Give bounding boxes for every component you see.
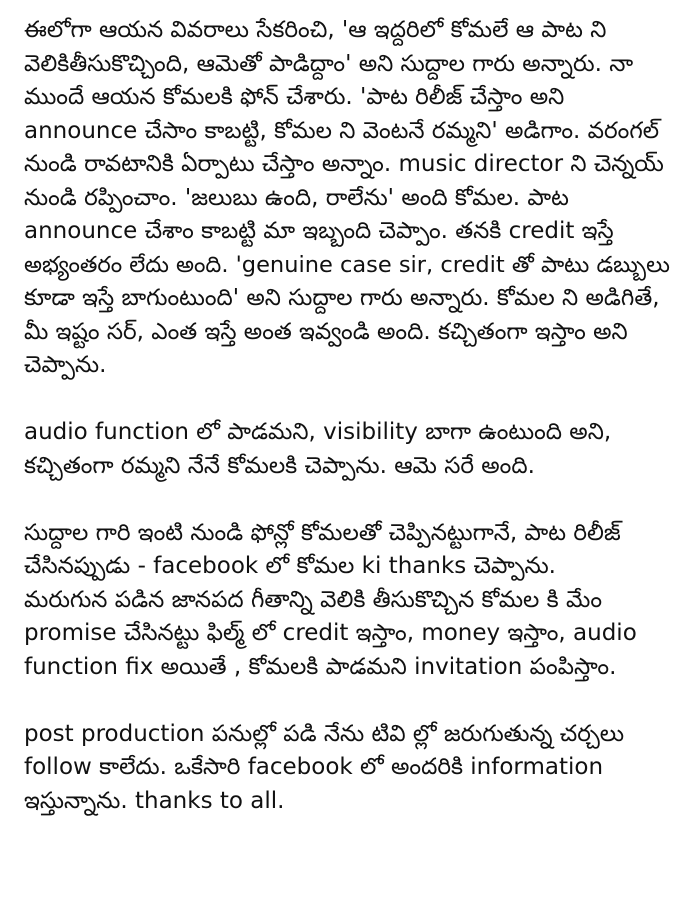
text-line: function fix అయితే , కోమలకి పాడమని invitation పంపిస్తాం. (24, 653, 617, 680)
text-line: announce చేసాం కాబట్టి, కోమల ని వెంటనే రమ్మని' అడిగాం. వరంగల్ (24, 117, 660, 144)
text-line: వెలికితీసుకొచ్చింది, ఆమెతో పాడిద్దాం' అని సుద్దాల గారు అన్నారు. నా (24, 50, 634, 77)
text-line: అభ్యంతరం లేదు అంది. 'genuine case sir, credit తో పాటు డబ్బులు (24, 251, 670, 278)
paragraph-2 (24, 416, 678, 483)
text-line: ఈలోగా ఆయన వివరాలు సేకరించి, 'ఆ ఇద్దరిలో కోమలే ఆ పాట ని (24, 17, 607, 43)
text-line: చెప్పాను. (24, 352, 107, 378)
text-line: audio function లో పాడమని, visibility బాగా ఉంటుంది అని, (24, 419, 612, 445)
text-line: promise చేసినట్టు ఫిల్మ్ లో credit ఇస్తాం, money ఇస్తాం, audio (24, 620, 637, 646)
text-line: ముందే ఆయన కోమలకి ఫోన్ చేశారు. 'పాట రిలీజ్ చేస్తాం అని (24, 84, 565, 110)
text-line: కూడా ఇస్తే బాగుంటుంది' అని సుద్దాల గారు అన్నారు. కోమల ని అడిగితే, (24, 285, 660, 311)
text-line: సుద్దాల గారి ఇంటి నుండి ఫోన్లో కోమలతో చెప్పినట్టుగానే, పాట రిలీజ్ (24, 519, 621, 546)
text-line: నుండి రప్పించాం. 'జలుబు ఉంది, రాలేను' అంది కోమల. పాట (24, 184, 569, 211)
text-line: చేసినప్పుడు - facebook లో కోమల ki thanks చెప్పాను. (24, 553, 556, 579)
text-line: announce చేశాం కాబట్టి మా ఇబ్బంది చెప్పాం. తనకి credit ఇస్తే (24, 218, 614, 244)
text-line: మరుగున పడిన జానపద గీతాన్ని వెలికి తీసుకొచ్చిన కోమల కి మేం (24, 586, 602, 613)
text-line: follow కాలేదు. ఒకేసారి facebook లో అందరికి information (24, 754, 604, 780)
paragraph-1 (24, 14, 678, 383)
text-line: నుండి రావటానికి ఏర్పాటు చేస్తాం అన్నాం. music director ని చెన్నయ్ (24, 151, 664, 177)
text-line: ఇస్తున్నాను. thanks to all. (24, 787, 285, 814)
paragraph-4 (24, 718, 678, 819)
text-line: కచ్చితంగా రమ్మని నేనే కోమలకి చెప్పాను. ఆమె సరే అంది. (24, 452, 535, 479)
paragraph-3 (24, 517, 678, 685)
text-line: మీ ఇష్టం సర్, ఎంత ఇస్తే అంత ఇవ్వండి అంది. కచ్చితంగా ఇస్తాం అని (24, 318, 628, 345)
text-line: post production పనుల్లో పడి నేను టివి ల్లో జరుగుతున్న చర్చలు (24, 720, 625, 747)
